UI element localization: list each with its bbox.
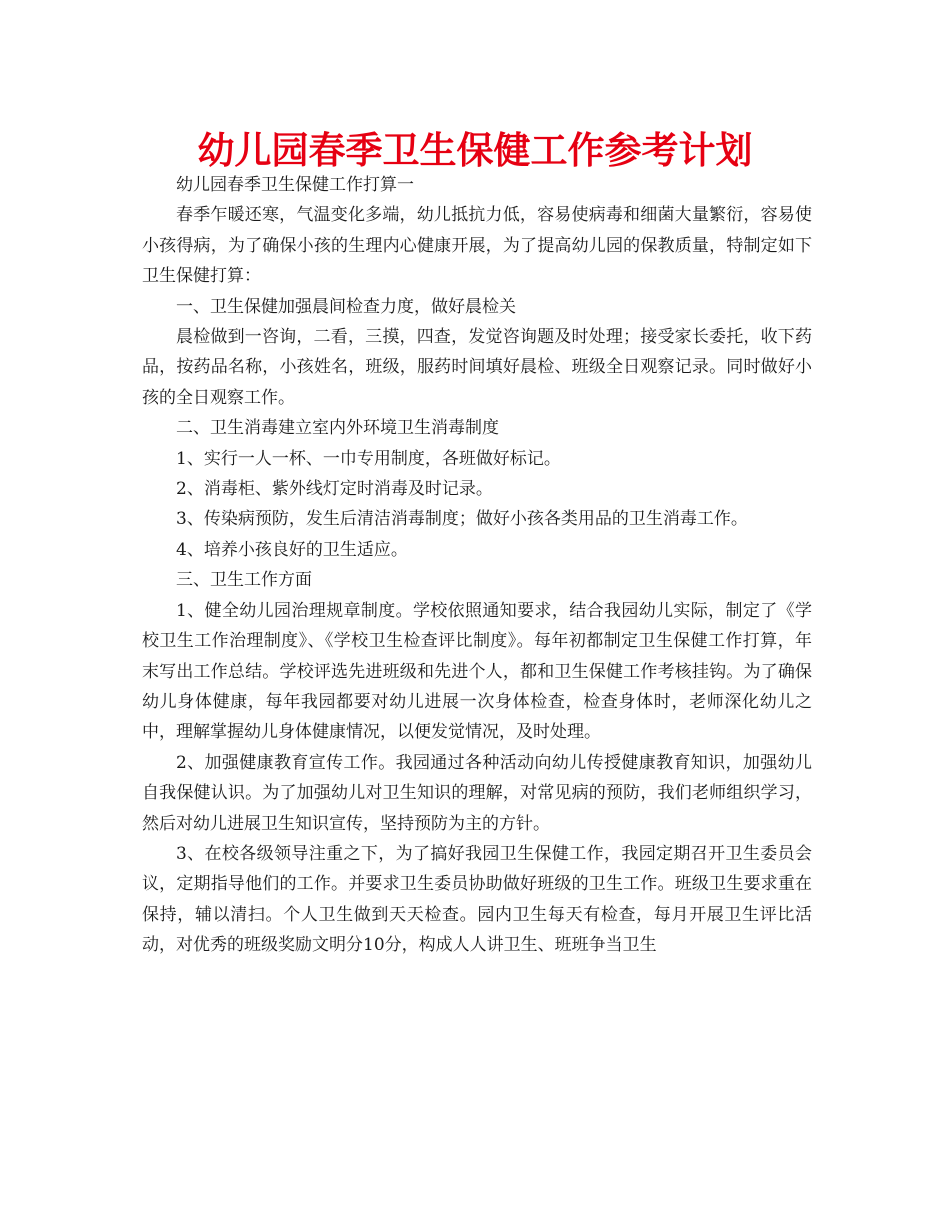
paragraph: 春季乍暖还寒，气温变化多端，幼儿抵抗力低，容易使病毒和细菌大量繁衍，容易使小孩得病，为了确保小孩的生理内心健康开展，为了提高幼儿园的保教质量，特制定如下卫生保健打算： [142,205,812,287]
paragraph: 晨检做到一咨询，二看，三摸，四查，发觉咨询题及时处理；接受家长委托，收下药品，按药品名称，小孩姓名，班级，服药时间填好晨检、班级全日观察记录。同时做好小孩的全日观察工作。 [142,327,812,408]
document-body [142,170,812,961]
paragraph: 1、健全幼儿园治理规章制度。学校依照通知要求，结合我园幼儿实际，制定了《学校卫生工作治理制度》、《学校卫生检查评比制度》。每年初都制定卫生保健工作打算，年末写出工作总结。学校评选先进班级和先进个人，都和卫生保健工作考核挂钩。为了确保幼儿身体健康，每年我园都要对幼儿进展一次身体检查，检查身体时，老师深化幼儿之中，理解掌握幼儿身体健康情况，以便发觉情况，及时处理。 [142,600,812,743]
paragraph: 幼儿园春季卫生保健工作打算一 [176,175,414,195]
paragraph: 3、在校各级领导注重之下，为了搞好我园卫生保健工作，我园定期召开卫生委员会议，定期指导他们的工作。并要求卫生委员协助做好班级的卫生工作。班级卫生要求重在保持，辅以清扫。个人卫生做到天天检查。园内卫生每天有检查，每月开展卫生评比活动，对优秀的班级奖励文明分10分，构成人人讲卫生、班班争当卫生 [142,843,812,956]
list-item: 3、传染病预防，发生后清洁消毒制度；做好小孩各类用品的卫生消毒工作。 [176,509,748,530]
document-title: 幼儿园春季卫生保健工作参考计划 [197,129,753,172]
list-item: 4、培养小孩良好的卫生适应。 [176,539,408,560]
list-item: 1、实行一人一杯、一巾专用制度，各班做好标记。 [176,448,561,469]
section-heading: 二、卫生消毒建立室内外环境卫生消毒制度 [176,418,499,439]
section-heading: 三、卫生工作方面 [176,570,312,591]
paragraph: 2、加强健康教育宣传工作。我园通过各种活动向幼儿传授健康教育知识，加强幼儿自我保健认识。为了加强幼儿对卫生知识的理解，对常见病的预防，我们老师组织学习，然后对幼儿进展卫生知识宣传，坚持预防为主的方针。 [142,752,812,834]
list-item: 2、消毒柜、紫外线灯定时消毒及时记录。 [176,479,493,500]
section-heading: 一、卫生保健加强晨间检查力度，做好晨检关 [176,296,516,317]
